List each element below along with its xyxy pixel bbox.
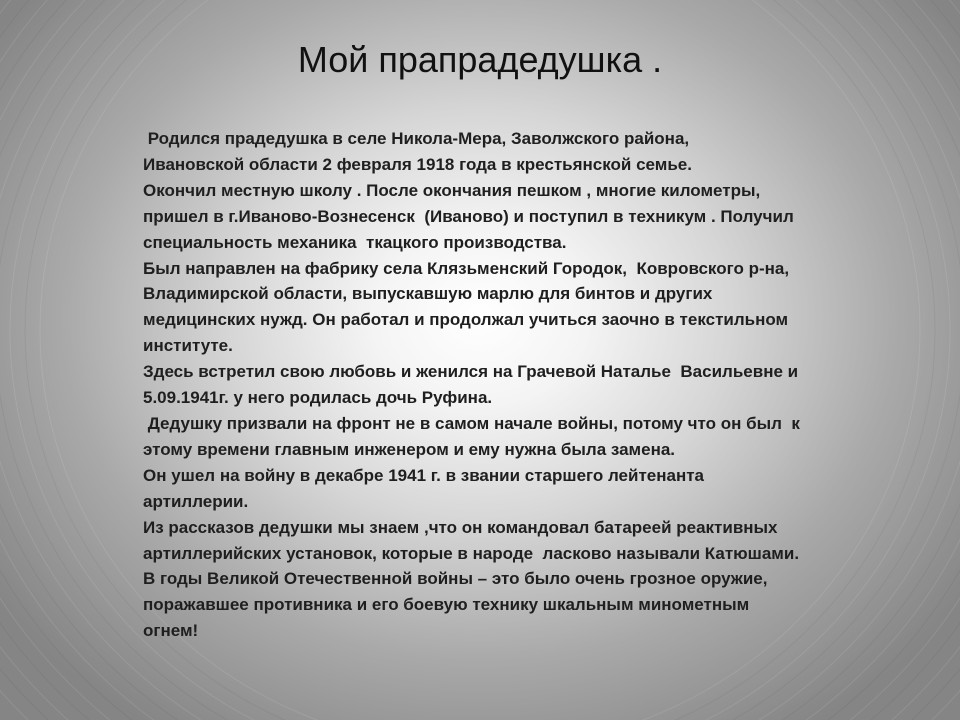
text-line: медицинских нужд. Он работал и продолжал учиться заочно в текстильном <box>143 310 789 330</box>
text-line: артиллерийских установок, которые в народе ласково называли Катюшами. <box>143 543 800 563</box>
text-line: Владимирской области, выпускавшую марлю для бинтов и других <box>143 284 713 304</box>
text-line: Дедушку призвали на фронт не в самом начале войны, потому что он был к <box>143 413 800 433</box>
text-line: 5.09.1941г. у него родилась дочь Руфина. <box>143 388 493 408</box>
text-line: Здесь встретил свою любовь и женился на Грачевой Наталье Васильевне и <box>143 362 799 382</box>
text-line: Ивановской области 2 февраля 1918 года в крестьянской семье. <box>143 154 692 174</box>
slide-title: Мой прапрадедушка . <box>297 39 663 80</box>
text-line: Окончил местную школу . После окончания пешком , многие километры, <box>143 180 761 200</box>
text-line: В годы Великой Отечественной войны – это было очень грозное оружие, <box>143 569 768 589</box>
text-line: артиллерии. <box>143 491 249 511</box>
text-line: Он ушел на войну в декабре 1941 г. в звании старшего лейтенанта <box>143 465 705 485</box>
text-line: этому времени главным инженером и ему нужна была замена. <box>143 439 676 459</box>
text-line: Из рассказов дедушки мы знаем ,что он командовал батареей реактивных <box>143 517 778 537</box>
text-line: огнем! <box>143 621 199 641</box>
text-line: Был направлен на фабрику села Клязьменский Городок, Ковровского р-на, <box>143 258 790 278</box>
text-line: пришел в г.Иваново-Вознесенск (Иваново) и поступил в техникум . Получил <box>143 206 794 226</box>
text-line: Родился прадедушка в селе Никола-Мера, Заволжского района, <box>143 129 690 148</box>
slide-body-text <box>143 126 883 644</box>
text-line: поражавшее противника и его боевую технику шкальным минометным <box>143 595 750 615</box>
text-line: специальность механика ткацкого производства. <box>143 232 567 252</box>
text-line: институте. <box>143 336 233 356</box>
